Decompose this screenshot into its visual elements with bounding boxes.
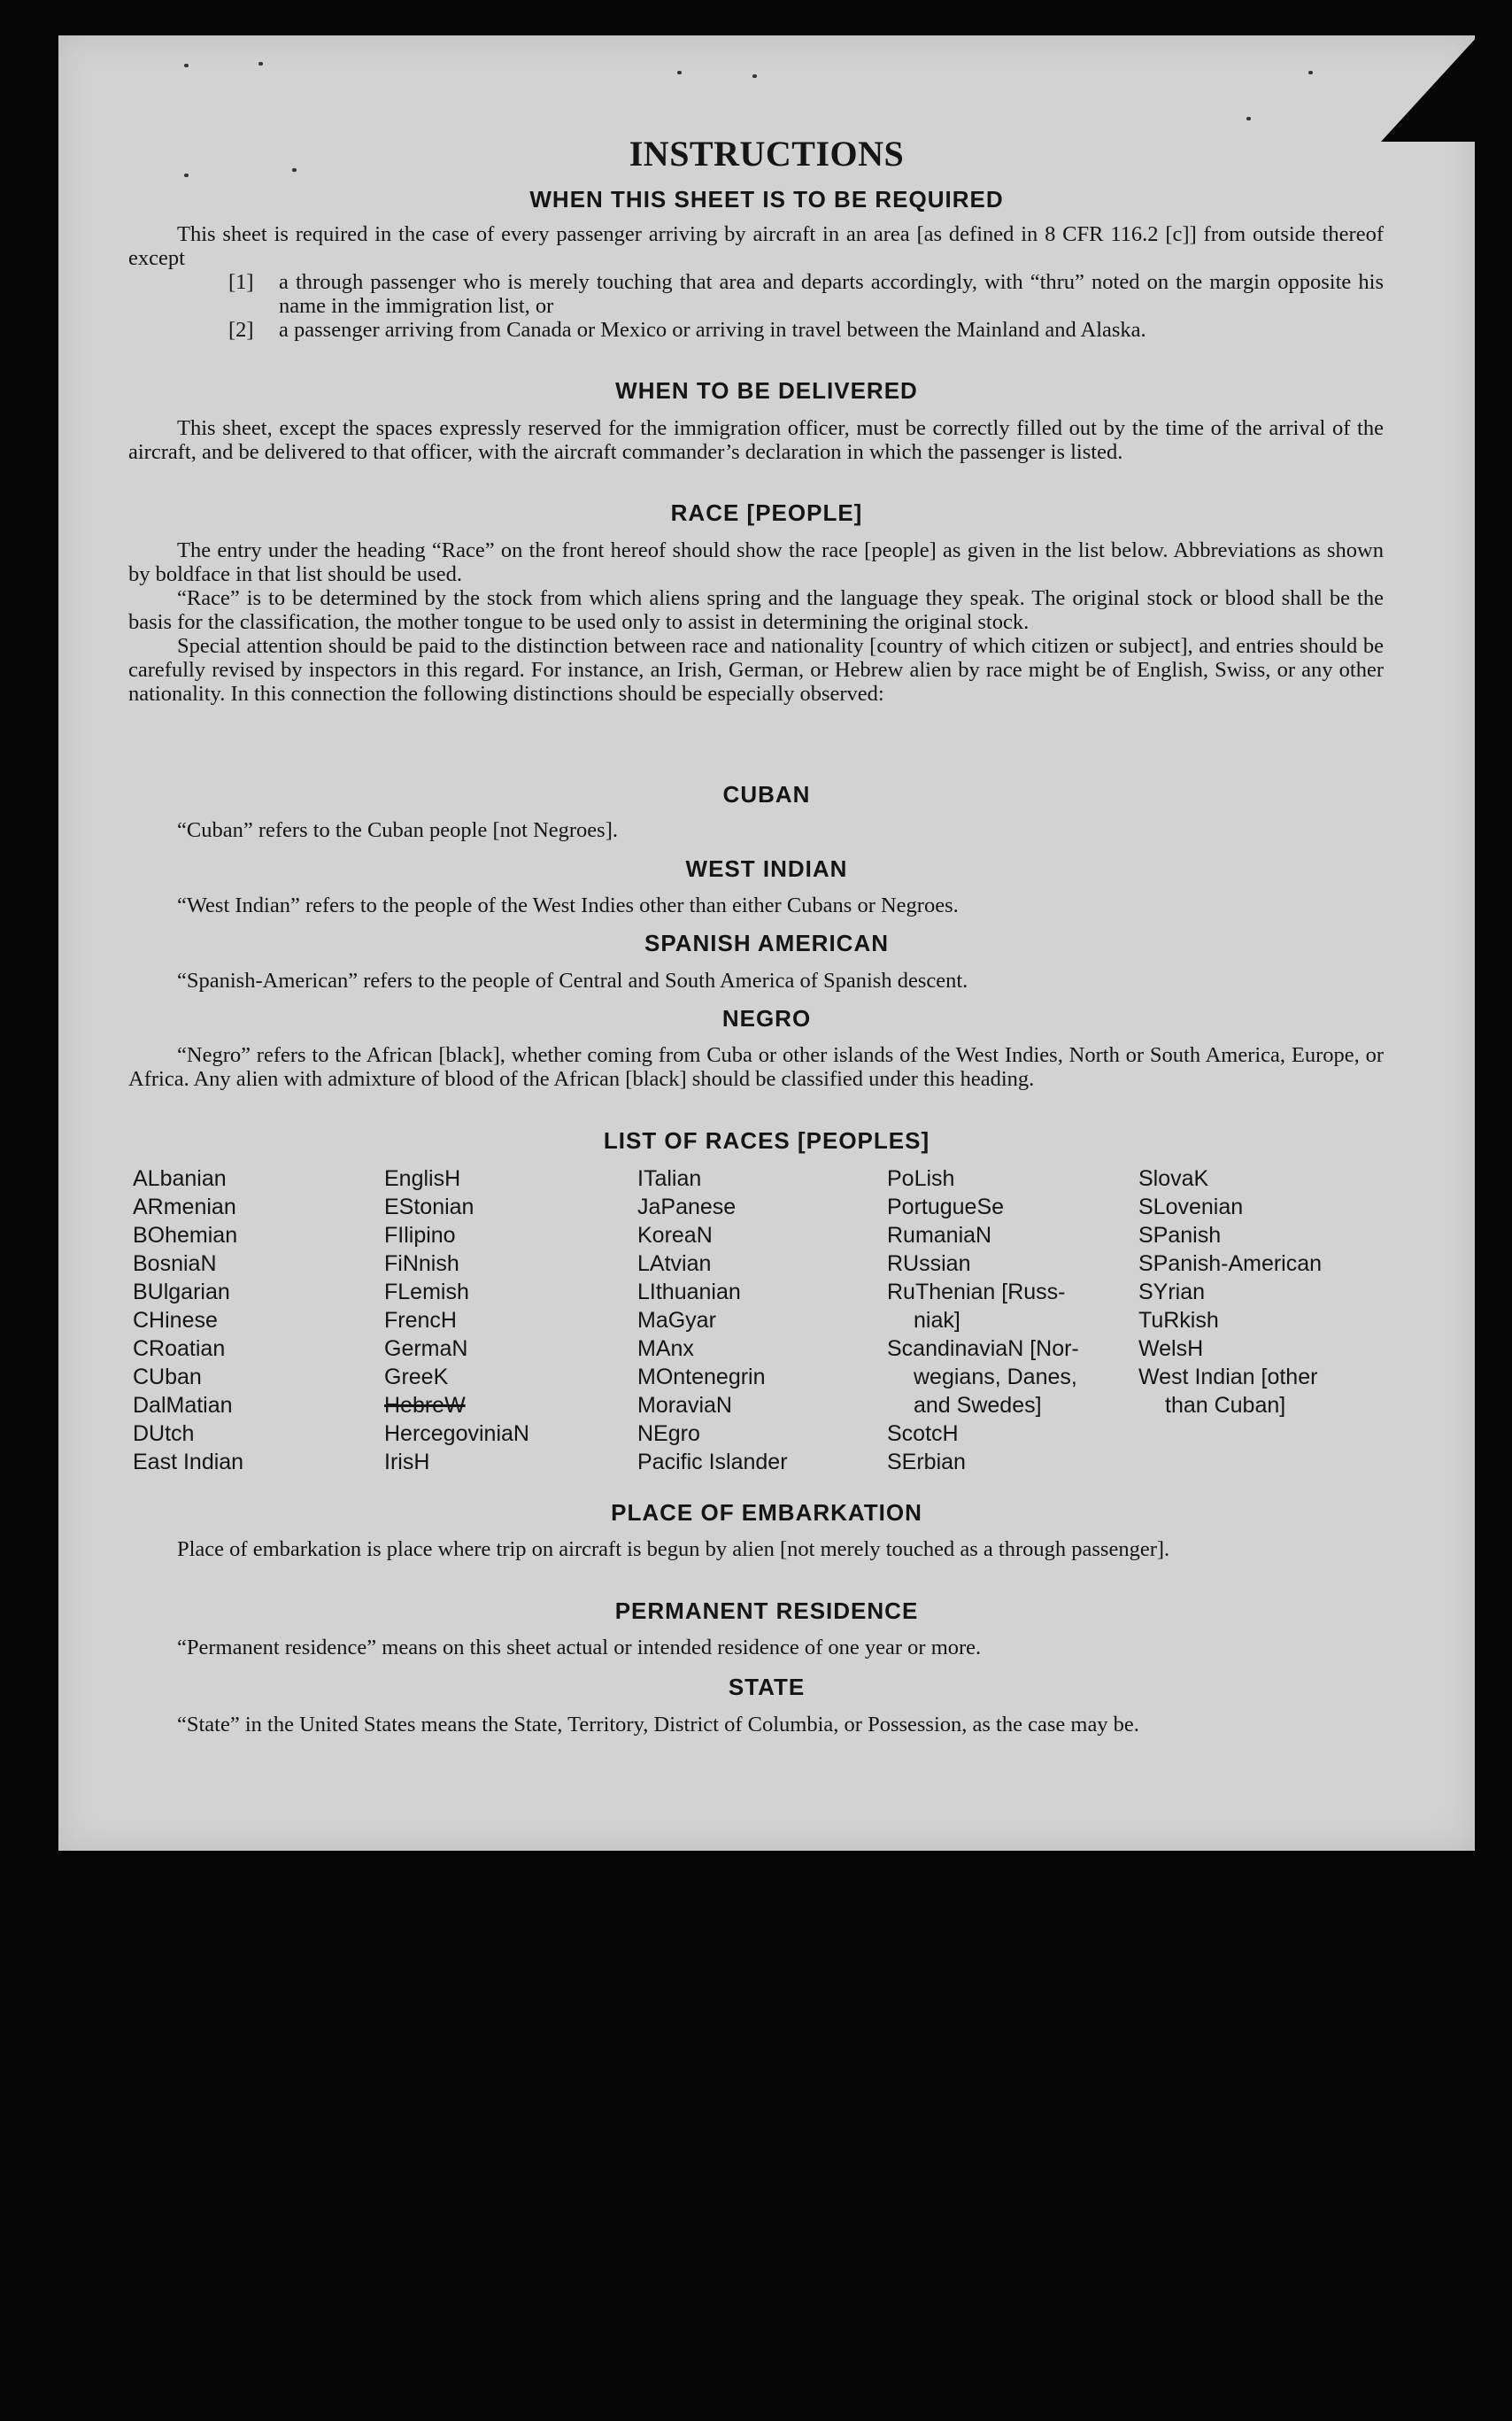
list-item: GreeK <box>384 1365 449 1389</box>
speck <box>677 71 682 74</box>
heading-spanish-american: SPANISH AMERICAN <box>644 930 889 956</box>
state-paragraph <box>128 1713 1392 1736</box>
list-item: BosniaN <box>133 1251 217 1276</box>
item-number: [1] <box>228 270 254 294</box>
heading-west-indian: WEST INDIAN <box>685 855 848 882</box>
heading-list: LIST OF RACES [PEOPLES] <box>603 1127 930 1154</box>
heading-embarkation: PLACE OF EMBARKATION <box>611 1499 922 1526</box>
delivered-text: This sheet, except the spaces expressly reserved for the immigration officer, must be correctly filled out by the time of the arrival of the aircraft, and be delivered to that officer, with the aircraft commander’s declaration in which the passenger is listed. <box>128 416 1384 464</box>
list-item: MOntenegrin <box>637 1365 766 1389</box>
list-item: IrisH <box>384 1450 430 1474</box>
list-item: MaGyar <box>637 1308 716 1333</box>
list-item-continued: than Cuban] <box>1165 1393 1286 1418</box>
race-column-1 <box>133 1164 398 1476</box>
speck <box>1308 71 1313 74</box>
speck <box>258 62 263 66</box>
embarkation-text: Place of embarkation is place where trip on aircraft is begun by alien [not merely touched as a through passenger]. <box>177 1537 1170 1561</box>
cuban-paragraph <box>128 818 1384 842</box>
list-item: LIthuanian <box>637 1280 741 1304</box>
list-item: DUtch <box>133 1421 195 1446</box>
race-column-2 <box>384 1164 650 1476</box>
negro-text: “Negro” refers to the African [black], whether coming from Cuba or other islands of the West Indies, North or South America, Europe, or Africa. Any alien with admixture of blood of the African [black] should be classified under this heading. <box>128 1043 1384 1091</box>
heading-cuban: CUBAN <box>722 781 811 808</box>
list-item: ITalian <box>637 1166 702 1191</box>
heading-race: RACE [PEOPLE] <box>670 499 863 526</box>
list-item: BOhemian <box>133 1223 238 1248</box>
embarkation-paragraph <box>128 1537 1392 1561</box>
list-item: SYrian <box>1138 1280 1206 1304</box>
race-column-5 <box>1138 1164 1404 1419</box>
required-intro-text: This sheet is required in the case of every passenger arriving by aircraft in an area [as defined in 8 CFR 116.2 [c]] from outside thereof except <box>128 222 1384 270</box>
list-item: SPanish <box>1138 1223 1222 1248</box>
list-item: CUban <box>133 1365 202 1389</box>
list-item: KoreaN <box>637 1223 713 1248</box>
cuban-text: “Cuban” refers to the Cuban people [not Negroes]. <box>177 818 618 842</box>
list-item: TuRkish <box>1138 1308 1219 1333</box>
race-column-4 <box>887 1164 1153 1476</box>
list-item: SPanish-American <box>1138 1251 1323 1276</box>
list-item-continued: and Swedes] <box>914 1393 1042 1418</box>
race-p3: Special attention should be paid to the distinction between race and nationality [country of which citizen or subject], and entries should be carefully revised by inspectors in this regard. For instance, an Irish, German, or Hebrew alien by race might be of English, Swiss, or any other nationality. In this connection the following distinctions should be especially observed: <box>128 634 1384 706</box>
list-item: WelsH <box>1138 1336 1204 1361</box>
spanish-american-text: “Spanish-American” refers to the people of Central and South America of Spanish descent. <box>177 969 968 993</box>
list-item: PortugueSe <box>887 1195 1005 1219</box>
list-item: PoLish <box>887 1166 955 1191</box>
race-p1: The entry under the heading “Race” on the front hereof should show the race [people] as given in the list below. Abbreviations as shown by boldface in that list should be used. <box>128 538 1384 586</box>
required-item-1 <box>228 270 1384 318</box>
list-item: CHinese <box>133 1308 218 1333</box>
heading-state: STATE <box>728 1674 806 1700</box>
required-item-2 <box>228 318 1384 342</box>
state-text: “State” in the United States means the State, Territory, District of Columbia, or Possession, as the case may be. <box>177 1713 1139 1736</box>
list-item: ScandinaviaN [Nor- <box>887 1336 1079 1361</box>
list-item: FiNnish <box>384 1251 459 1276</box>
list-item-continued: niak] <box>914 1308 960 1333</box>
heading-delivered: WHEN TO BE DELIVERED <box>615 377 918 404</box>
list-item: FIlipino <box>384 1223 456 1248</box>
list-item: RUssian <box>887 1251 971 1276</box>
list-item: EnglisH <box>384 1166 461 1191</box>
west-indian-text: “West Indian” refers to the people of the West Indies other than either Cubans or Negroes. <box>177 893 959 917</box>
list-item: RuThenian [Russ- <box>887 1280 1066 1304</box>
race-column-3 <box>637 1164 903 1476</box>
list-item: SlovaK <box>1138 1166 1209 1191</box>
list-item: GermaN <box>384 1336 468 1361</box>
list-item: MoraviaN <box>637 1393 732 1418</box>
list-item: FLemish <box>384 1280 469 1304</box>
residence-text: “Permanent residence” means on this sheet actual or intended residence of one year or more. <box>177 1636 982 1659</box>
list-item: ARmenian <box>133 1195 236 1219</box>
list-item: DalMatian <box>133 1393 233 1418</box>
race-paragraphs <box>128 538 1384 706</box>
heading-residence: PERMANENT RESIDENCE <box>614 1597 919 1624</box>
item-number: [2] <box>228 318 254 342</box>
residence-paragraph <box>128 1636 1384 1659</box>
page-title: INSTRUCTIONS <box>629 134 905 174</box>
list-item: RumaniaN <box>887 1223 992 1248</box>
speck <box>184 64 189 67</box>
list-item: ScotcH <box>887 1421 959 1446</box>
list-item: JaPanese <box>637 1195 737 1219</box>
west-indian-paragraph <box>128 893 1384 917</box>
list-item: HercegoviniaN <box>384 1421 529 1446</box>
speck <box>752 74 757 78</box>
race-p2: “Race” is to be determined by the stock from which aliens spring and the language they speak. The original stock or blood shall be the basis for the classification, the mother tongue to be used only to assist in determining the original stock. <box>128 586 1384 634</box>
list-item: Pacific Islander <box>637 1450 788 1474</box>
list-item-struck: HebreW <box>384 1393 466 1418</box>
torn-corner <box>1381 35 1478 142</box>
required-intro <box>128 222 1384 270</box>
list-item: East Indian <box>133 1450 244 1474</box>
speck <box>1246 117 1251 120</box>
heading-negro: NEGRO <box>721 1005 812 1032</box>
list-item: CRoatian <box>133 1336 226 1361</box>
list-item: EStonian <box>384 1195 474 1219</box>
item-text: a passenger arriving from Canada or Mexico or arriving in travel between the Mainland and Alaska. <box>279 318 1146 342</box>
list-item: BUlgarian <box>133 1280 230 1304</box>
list-item: SErbian <box>887 1450 966 1474</box>
heading-required: WHEN THIS SHEET IS TO BE REQUIRED <box>529 186 1004 213</box>
list-item: NEgro <box>637 1421 700 1446</box>
list-item: LAtvian <box>637 1251 712 1276</box>
list-item: West Indian [other <box>1138 1365 1318 1389</box>
spanish-american-paragraph <box>128 969 1384 993</box>
list-item: SLovenian <box>1138 1195 1244 1219</box>
negro-paragraph <box>128 1043 1384 1091</box>
list-item: MAnx <box>637 1336 694 1361</box>
list-item-continued: wegians, Danes, <box>914 1365 1077 1389</box>
delivered-paragraph <box>128 416 1384 464</box>
list-item: ALbanian <box>133 1166 227 1191</box>
item-text: a through passenger who is merely touching that area and departs accordingly, with “thru” noted on the margin opposite his name in the immigration list, or <box>279 270 1384 318</box>
list-item: FrencH <box>384 1308 457 1333</box>
